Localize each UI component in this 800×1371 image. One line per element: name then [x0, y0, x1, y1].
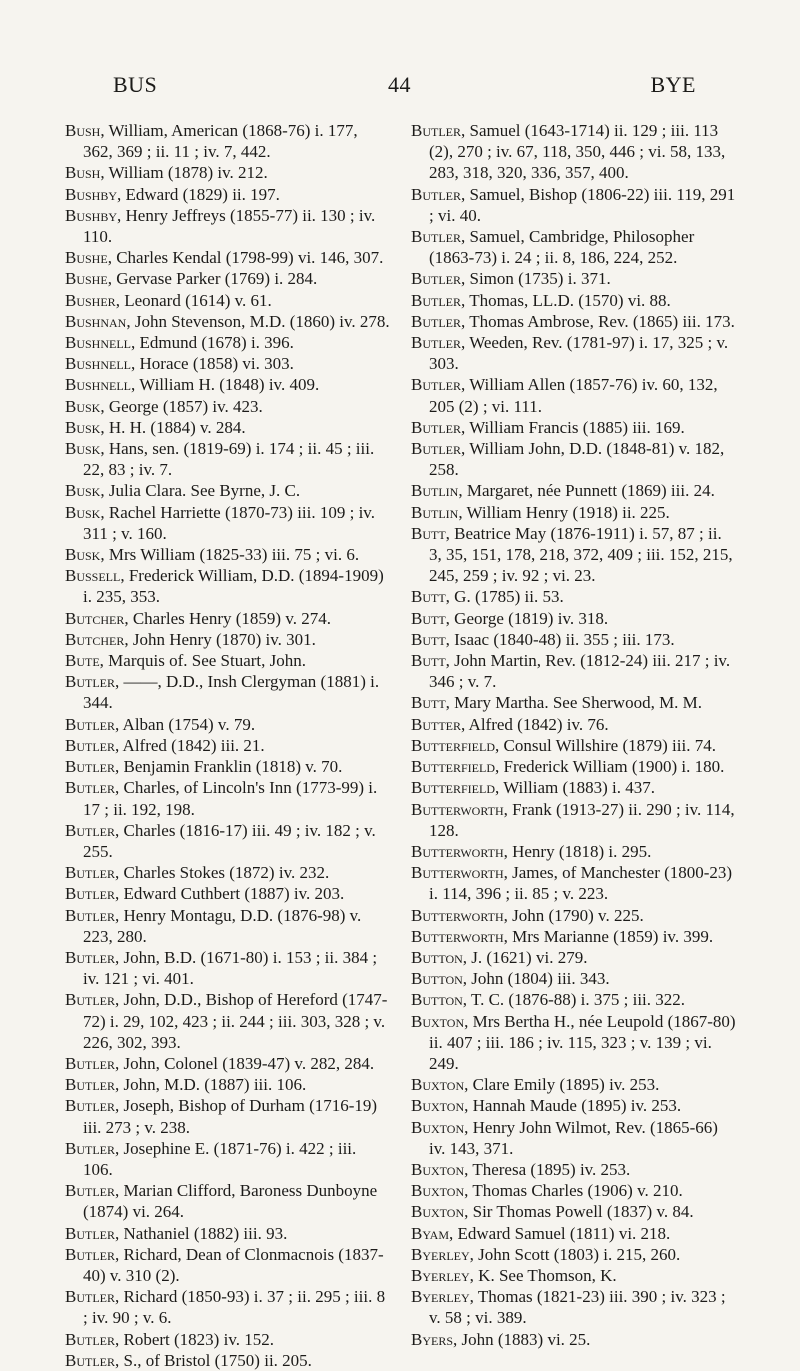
- entry-surname: Butterworth: [411, 926, 504, 946]
- entry-details: , Mrs Marianne (1859) iv. 399.: [503, 926, 714, 946]
- entry-surname: Butt: [411, 651, 446, 671]
- entry-surname: Bushe: [65, 269, 108, 289]
- index-entry: [65, 396, 390, 417]
- entry-details: , James, of Manchester (1800-23) i. 114, 396 ; ii. 85 ; v. 223.: [429, 863, 733, 904]
- entry-surname: Busk: [65, 439, 101, 459]
- entry-surname: Byerley: [411, 1244, 470, 1264]
- entry-surname: Bussell: [65, 566, 121, 586]
- entry-details: , K. See Thomson, K.: [469, 1265, 617, 1285]
- entry-surname: Butler: [65, 820, 115, 840]
- entry-surname: Butler: [65, 990, 115, 1010]
- index-entry: [65, 1223, 390, 1244]
- entry-surname: Buxton: [411, 1181, 465, 1201]
- entry-details: , Hans, sen. (1819-69) i. 174 ; ii. 45 ; iii. 22, 83 ; iv. 7.: [83, 439, 375, 480]
- entry-surname: Butler: [65, 778, 115, 798]
- entry-surname: Butler: [65, 1329, 115, 1349]
- entry-details: , William Henry (1918) ii. 225.: [458, 502, 670, 522]
- index-entry: [411, 841, 736, 862]
- index-entry: [411, 1244, 736, 1265]
- entry-surname: Butterworth: [411, 905, 504, 925]
- index-entry: [65, 502, 390, 544]
- entry-details: , John (1790) v. 225.: [503, 905, 644, 925]
- entry-details: , Alfred (1842) iii. 21.: [115, 735, 265, 755]
- entry-surname: Busk: [65, 481, 101, 501]
- index-entry: [411, 290, 736, 311]
- entry-surname: Butler: [411, 417, 461, 437]
- entry-details: , G. (1785) ii. 53.: [445, 587, 564, 607]
- entry-surname: Butlin: [411, 502, 459, 522]
- entry-details: , T. C. (1876-88) i. 375 ; iii. 322.: [462, 990, 686, 1010]
- index-entry: [411, 1223, 736, 1244]
- entry-details: , Julia Clara. See Byrne, J. C.: [100, 481, 301, 501]
- index-entry: [411, 947, 736, 968]
- entry-details: , Frederick William (1900) i. 180.: [495, 757, 725, 777]
- entry-details: , Charles Kendal (1798-99) vi. 146, 307.: [107, 248, 384, 268]
- index-entry: [65, 650, 390, 671]
- entry-surname: Byerley: [411, 1265, 470, 1285]
- entry-surname: Byam: [411, 1223, 450, 1243]
- index-entry: [65, 332, 390, 353]
- entry-details: , Thomas Charles (1906) v. 210.: [464, 1181, 683, 1201]
- entry-surname: Butter: [411, 714, 461, 734]
- index-entry: [411, 332, 736, 374]
- entry-surname: Bush: [65, 121, 101, 140]
- entry-surname: Butterfield: [411, 778, 495, 798]
- index-entry: [65, 671, 390, 713]
- index-entry: [411, 226, 736, 268]
- entry-details: , Henry Montagu, D.D. (1876-98) v. 223, 280.: [83, 905, 362, 946]
- index-entry: [411, 735, 736, 756]
- entry-details: , Samuel, Cambridge, Philosopher (1863-73) i. 24 ; ii. 8, 186, 224, 252.: [429, 227, 695, 268]
- index-entry: [65, 1286, 390, 1328]
- index-entry: [411, 1201, 736, 1222]
- entry-details: , Marquis of. See Stuart, John.: [99, 651, 307, 671]
- entry-details: , John, D.D., Bishop of Hereford (1747-72) i. 29, 102, 423 ; ii. 244 ; iii. 303, 328 ; v. 226, 302, 393.: [83, 990, 388, 1052]
- index-entry: [65, 205, 390, 247]
- entry-surname: Bushby: [65, 184, 118, 204]
- entry-surname: Bushnan: [65, 311, 127, 331]
- index-entry: [411, 650, 736, 692]
- entry-surname: Butler: [411, 184, 461, 204]
- entry-details: , Consul Willshire (1879) iii. 74.: [495, 735, 716, 755]
- entry-details: , George (1819) iv. 318.: [445, 608, 609, 628]
- entry-details: , Isaac (1840-48) ii. 355 ; iii. 173.: [445, 629, 675, 649]
- entry-details: , Charles Henry (1859) v. 274.: [124, 608, 331, 628]
- index-entry: [65, 184, 390, 205]
- entry-surname: Busk: [65, 417, 101, 437]
- entry-details: , Henry John Wilmot, Rev. (1865-66) iv. 143, 371.: [429, 1117, 718, 1158]
- entry-surname: Busk: [65, 502, 101, 522]
- index-entry: [65, 480, 390, 501]
- index-entry: [411, 438, 736, 480]
- index-entry: [411, 586, 736, 607]
- entry-surname: Bushby: [65, 205, 118, 225]
- index-entry: [65, 1053, 390, 1074]
- entry-surname: Butler: [65, 714, 115, 734]
- entry-surname: Bushnell: [65, 354, 132, 374]
- index-entry: [65, 947, 390, 989]
- index-entry: [65, 777, 390, 819]
- entry-surname: Byers: [411, 1329, 454, 1349]
- entry-details: , Mary Martha. See Sherwood, M. M.: [445, 693, 703, 713]
- entry-surname: Buxton: [411, 1096, 465, 1116]
- entry-details: , John, M.D. (1887) iii. 106.: [115, 1075, 307, 1095]
- index-entry: [411, 777, 736, 798]
- entry-details: , J. (1621) vi. 279.: [462, 947, 588, 967]
- entry-details: , Nathaniel (1882) iii. 93.: [115, 1223, 288, 1243]
- index-entry: [411, 1180, 736, 1201]
- entry-surname: Bushnell: [65, 375, 132, 395]
- index-entry: [65, 629, 390, 650]
- index-entry: [411, 968, 736, 989]
- entry-surname: Button: [411, 990, 463, 1010]
- entry-surname: Butler: [65, 1096, 115, 1116]
- entry-details: , ——, D.D., Insh Clergyman (1881) i. 344.: [83, 672, 380, 713]
- index-entry: [65, 247, 390, 268]
- entry-surname: Busk: [65, 545, 101, 565]
- entry-details: , William Francis (1885) iii. 169.: [461, 417, 685, 437]
- entry-details: , Alban (1754) v. 79.: [115, 714, 256, 734]
- index-entry: [65, 438, 390, 480]
- index-entry: [411, 862, 736, 904]
- entry-details: , S., of Bristol (1750) ii. 205.: [115, 1350, 312, 1370]
- left-column: [65, 120, 390, 1371]
- entry-details: , Richard (1850-93) i. 37 ; ii. 295 ; iii. 8 ; iv. 90 ; v. 6.: [83, 1287, 386, 1328]
- entry-surname: Butler: [65, 757, 115, 777]
- entry-surname: Butt: [411, 693, 446, 713]
- entry-surname: Butler: [411, 290, 461, 310]
- index-entry: [65, 756, 390, 777]
- index-entry: [65, 883, 390, 904]
- entry-surname: Butler: [411, 439, 461, 459]
- entry-surname: Butcher: [65, 608, 125, 628]
- entry-details: , Theresa (1895) iv. 253.: [464, 1159, 631, 1179]
- entry-surname: Butler: [65, 863, 115, 883]
- entry-surname: Butt: [411, 629, 446, 649]
- entry-details: , Frederick William, D.D. (1894-1909) i. 235, 353.: [83, 566, 384, 607]
- entry-details: , Edward Samuel (1811) vi. 218.: [449, 1223, 671, 1243]
- entry-details: , Rachel Harriette (1870-73) iii. 109 ; iv. 311 ; v. 160.: [83, 502, 375, 543]
- index-entry: [65, 544, 390, 565]
- index-entry: [411, 756, 736, 777]
- index-entry: [65, 1095, 390, 1137]
- index-entry: [411, 989, 736, 1010]
- entry-surname: Butterworth: [411, 863, 504, 883]
- index-entry: [411, 799, 736, 841]
- entry-details: , Sir Thomas Powell (1837) v. 84.: [464, 1202, 694, 1222]
- entry-surname: Butler: [65, 947, 115, 967]
- index-entry: [411, 629, 736, 650]
- entry-surname: Butlin: [411, 481, 459, 501]
- index-entry: [65, 608, 390, 629]
- entry-details: , John Henry (1870) iv. 301.: [124, 629, 316, 649]
- entry-surname: Bushnell: [65, 333, 132, 353]
- header-last-word: BYE: [650, 72, 696, 97]
- index-entry: [65, 1138, 390, 1180]
- index-entry: [65, 1074, 390, 1095]
- entry-surname: Buxton: [411, 1011, 465, 1031]
- entry-details: , Josephine E. (1871-76) i. 422 ; iii. 106.: [83, 1138, 357, 1179]
- entry-surname: Butler: [65, 735, 115, 755]
- entry-surname: Butt: [411, 608, 446, 628]
- entry-surname: Buxton: [411, 1075, 465, 1095]
- entry-surname: Butler: [65, 1053, 115, 1073]
- entry-details: , George (1857) iv. 423.: [100, 396, 263, 416]
- entry-surname: Butterfield: [411, 757, 495, 777]
- entry-details: , Gervase Parker (1769) i. 284.: [107, 269, 318, 289]
- entry-details: , John Martin, Rev. (1812-24) iii. 217 ; iv. 346 ; v. 7.: [429, 651, 731, 692]
- entry-surname: Butterworth: [411, 841, 504, 861]
- index-entry: [411, 608, 736, 629]
- entry-details: , Margaret, née Punnett (1869) iii. 24.: [458, 481, 715, 501]
- index-entry: [65, 268, 390, 289]
- entry-details: , John, B.D. (1671-80) i. 153 ; ii. 384 ; iv. 121 ; vi. 401.: [83, 947, 378, 989]
- index-entry: [65, 1244, 390, 1286]
- entry-surname: Busher: [65, 290, 116, 310]
- index-entry: [411, 502, 736, 523]
- index-entry: [65, 1180, 390, 1222]
- entry-details: , Weeden, Rev. (1781-97) i. 17, 325 ; v. 303.: [429, 333, 729, 374]
- entry-surname: Butcher: [65, 629, 125, 649]
- entry-details: , William (1883) i. 437.: [495, 778, 656, 798]
- index-entry: [411, 905, 736, 926]
- index-entry: [411, 311, 736, 332]
- entry-details: , John (1883) vi. 25.: [453, 1329, 591, 1349]
- index-entry: [65, 820, 390, 862]
- entry-details: , Henry (1818) i. 295.: [503, 841, 652, 861]
- entry-surname: Butler: [411, 121, 461, 140]
- index-entry: [65, 989, 390, 1053]
- index-entry: [65, 862, 390, 883]
- index-entry: [411, 417, 736, 438]
- entry-details: , William, American (1868-76) i. 177, 362, 369 ; ii. 11 ; iv. 7, 442.: [83, 121, 358, 162]
- entry-details: , John Scott (1803) i. 215, 260.: [469, 1244, 681, 1264]
- header-first-word: BUS: [113, 72, 158, 97]
- entry-surname: Butler: [65, 905, 115, 925]
- entry-surname: Butler: [65, 1075, 115, 1095]
- running-header: [0, 72, 800, 102]
- entry-details: , John, Colonel (1839-47) v. 282, 284.: [115, 1053, 375, 1073]
- entry-surname: Button: [411, 969, 463, 989]
- index-entry: [411, 523, 736, 587]
- index-entry: [65, 290, 390, 311]
- index-entry: [411, 1329, 736, 1350]
- entry-details: , Joseph, Bishop of Durham (1716-19) iii. 273 ; v. 238.: [83, 1096, 378, 1137]
- entry-details: , Samuel, Bishop (1806-22) iii. 119, 291 ; vi. 40.: [429, 184, 736, 225]
- entry-surname: Butler: [65, 1181, 115, 1201]
- entry-details: , Frank (1913-27) ii. 290 ; iv. 114, 128.: [429, 799, 735, 840]
- entry-surname: Butler: [65, 884, 115, 904]
- entry-details: , Samuel (1643-1714) ii. 129 ; iii. 113 (2), 270 ; iv. 67, 118, 350, 446 ; vi. 58, 133, 283, 318, 320, 336, 357, 400.: [429, 121, 726, 183]
- index-entry: [411, 1011, 736, 1075]
- entry-details: , Thomas Ambrose, Rev. (1865) iii. 173.: [461, 311, 735, 331]
- entry-details: , William John, D.D. (1848-81) v. 182, 258.: [429, 439, 725, 480]
- entry-details: , Charles Stokes (1872) iv. 232.: [115, 863, 330, 883]
- entry-details: , Alfred (1842) iv. 76.: [461, 714, 609, 734]
- index-entry: [411, 1265, 736, 1286]
- entry-details: , Charles (1816-17) iii. 49 ; iv. 182 ; v. 255.: [83, 820, 376, 861]
- entry-details: , Mrs William (1825-33) iii. 75 ; vi. 6.: [100, 545, 360, 565]
- index-entry: [65, 311, 390, 332]
- index-entry: [65, 714, 390, 735]
- index-entry: [65, 1350, 390, 1371]
- right-column: [411, 120, 736, 1350]
- entry-details: , William Allen (1857-76) iv. 60, 132, 205 (2) ; vi. 111.: [429, 375, 718, 416]
- index-entry: [65, 120, 390, 162]
- index-entry: [65, 565, 390, 607]
- entry-surname: Butler: [411, 269, 461, 289]
- entry-details: , Robert (1823) iv. 152.: [115, 1329, 274, 1349]
- index-entry: [65, 735, 390, 756]
- index-entry: [411, 1286, 736, 1328]
- entry-details: , H. H. (1884) v. 284.: [100, 417, 246, 437]
- entry-surname: Butler: [411, 375, 461, 395]
- entry-surname: Butler: [65, 1244, 115, 1264]
- entry-details: , William (1878) iv. 212.: [100, 163, 268, 183]
- entry-surname: Butler: [411, 311, 461, 331]
- index-entry: [65, 353, 390, 374]
- entry-surname: Buxton: [411, 1202, 465, 1222]
- entry-details: , Simon (1735) i. 371.: [461, 269, 611, 289]
- entry-details: , Thomas (1821-23) iii. 390 ; iv. 323 ; v. 58 ; vi. 389.: [429, 1287, 726, 1328]
- entry-surname: Butler: [411, 227, 461, 247]
- index-entry: [411, 184, 736, 226]
- entry-details: , Thomas, LL.D. (1570) vi. 88.: [461, 290, 671, 310]
- entry-details: , John Stevenson, M.D. (1860) iv. 278.: [126, 311, 390, 331]
- index-entry: [411, 692, 736, 713]
- index-entry: [411, 926, 736, 947]
- index-entry: [411, 374, 736, 416]
- entry-details: , Edward (1829) ii. 197.: [117, 184, 280, 204]
- index-entry: [411, 714, 736, 735]
- entry-surname: Byerley: [411, 1287, 470, 1307]
- entry-surname: Bush: [65, 163, 101, 183]
- entry-details: , Benjamin Franklin (1818) v. 70.: [115, 757, 343, 777]
- index-entry: [411, 268, 736, 289]
- entry-details: , Edward Cuthbert (1887) iv. 203.: [115, 884, 345, 904]
- entry-surname: Butler: [65, 672, 115, 692]
- index-entry: [65, 417, 390, 438]
- entry-details: , Hannah Maude (1895) iv. 253.: [464, 1096, 682, 1116]
- entry-surname: Butler: [65, 1287, 115, 1307]
- entry-surname: Butterfield: [411, 735, 495, 755]
- entry-details: , William H. (1848) iv. 409.: [131, 375, 320, 395]
- index-entry: [65, 374, 390, 395]
- entry-surname: Butt: [411, 523, 446, 543]
- entry-details: , Beatrice May (1876-1911) i. 57, 87 ; ii. 3, 35, 151, 178, 218, 372, 409 ; iii. 152, 215, 245, 259 ; iv. 92 ; vi. 23.: [429, 523, 733, 586]
- index-entry: [65, 1329, 390, 1350]
- entry-surname: Buxton: [411, 1159, 465, 1179]
- entry-details: , Leonard (1614) v. 61.: [115, 290, 272, 310]
- entry-surname: Buxton: [411, 1117, 465, 1137]
- entry-surname: Butler: [65, 1138, 115, 1158]
- entry-surname: Busk: [65, 396, 101, 416]
- index-entry: [411, 1074, 736, 1095]
- entry-surname: Button: [411, 947, 463, 967]
- index-entry: [411, 1159, 736, 1180]
- entry-details: , Henry Jeffreys (1855-77) ii. 130 ; iv. 110.: [83, 205, 376, 247]
- entry-surname: Butler: [411, 333, 461, 353]
- entry-details: , Horace (1858) vi. 303.: [131, 354, 294, 374]
- index-entry: [411, 480, 736, 501]
- index-entry: [411, 120, 736, 184]
- entry-details: , Richard, Dean of Clonmacnois (1837-40) v. 310 (2).: [83, 1244, 384, 1285]
- entry-surname: Butler: [65, 1350, 115, 1370]
- entry-surname: Butt: [411, 587, 446, 607]
- entry-details: , Charles, of Lincoln's Inn (1773-99) i. 17 ; ii. 192, 198.: [83, 778, 378, 819]
- entry-details: , John (1804) iii. 343.: [462, 969, 610, 989]
- entry-surname: Bushe: [65, 248, 108, 268]
- index-entry: [411, 1095, 736, 1116]
- index-entry: [65, 905, 390, 947]
- entry-surname: Butler: [65, 1223, 115, 1243]
- entry-details: , Clare Emily (1895) iv. 253.: [464, 1075, 660, 1095]
- entry-surname: Butterworth: [411, 799, 504, 819]
- index-entry: [65, 162, 390, 183]
- entry-details: , Edmund (1678) i. 396.: [131, 333, 294, 353]
- entry-surname: Bute: [65, 651, 100, 671]
- entry-details: , Mrs Bertha H., née Leupold (1867-80) ii. 407 ; iii. 186 ; iv. 115, 323 ; v. 139 ; vi. 249.: [429, 1011, 736, 1073]
- index-entry: [411, 1117, 736, 1159]
- page-number: 44: [388, 72, 411, 97]
- entry-details: , Marian Clifford, Baroness Dunboyne (1874) vi. 264.: [83, 1181, 378, 1222]
